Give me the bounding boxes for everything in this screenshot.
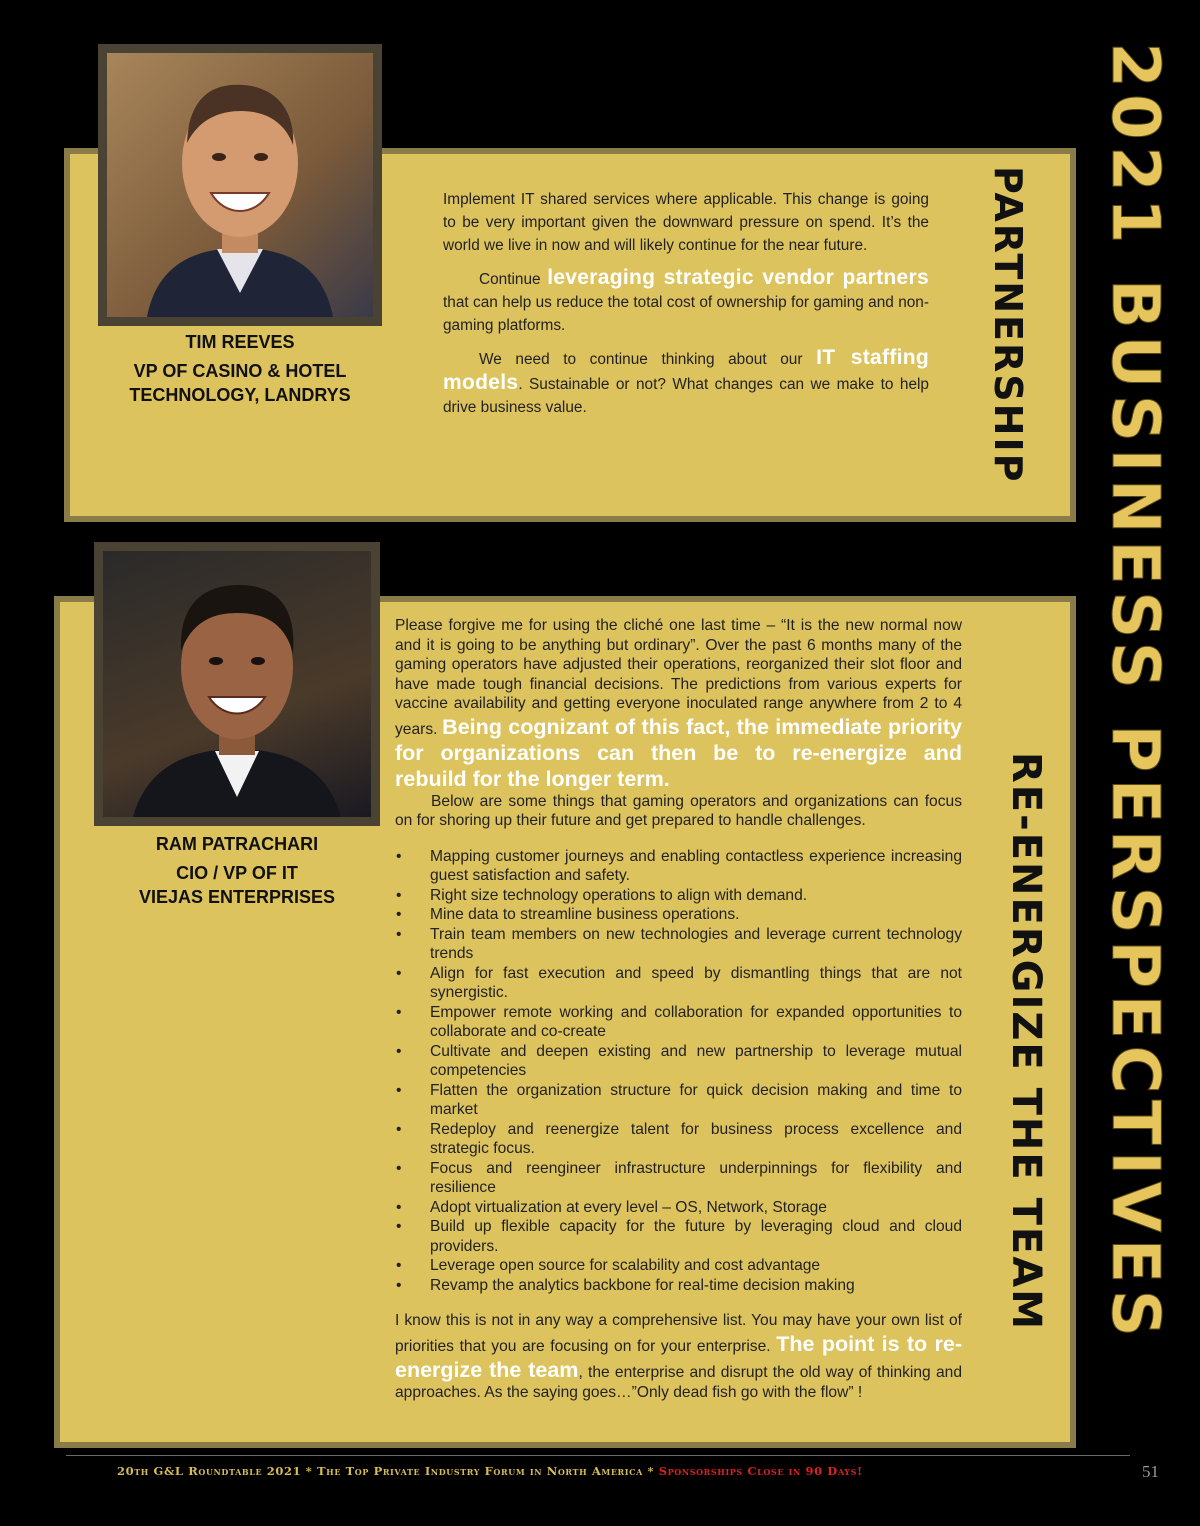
highlight-text: IT staffing models — [443, 346, 930, 394]
paragraph: Below are some things that gaming operators and organizations can focus on for shoring up their future and get prepared to handle challenges. — [395, 792, 962, 829]
paragraph: Implement IT shared services where applicable. This change is going to be very important given the downward pressure on spend. It’s the world we live in now and will likely continue for the near future. — [443, 191, 929, 254]
highlight-text: leveraging strategic vendor partners — [547, 266, 929, 289]
person-name: RAM PATRACHARI — [155, 834, 319, 854]
bullet-item: • Mapping customer journeys and enabling contactless experience increasing guest satisfaction and safety. — [395, 847, 962, 886]
page-number: 51 — [1142, 1462, 1159, 1481]
person-title-line-2: VIEJAS ENTERPRISES — [138, 887, 336, 907]
paragraph: I know this is not in any way a comprehensive list. You may have your own list of priorities that you are focusing on for your enterprise. The point is to re-energize the team, the enterprise and disrupt the old way of thinking and approaches. As the saying goes…”Only dead fish go with the flow” ! — [395, 1312, 962, 1401]
bullet-item: • Empower remote working and collaboration for expanded opportunities to collaborate and co-create — [395, 1003, 962, 1042]
bullet-list — [395, 847, 962, 1296]
portrait-image — [103, 551, 371, 817]
paragraph: We need to continue thinking about our IT staffing models. Sustainable or not? What changes can we make to help drive business value. — [443, 346, 930, 416]
highlight-text: The point is to re-energize the team — [395, 1331, 962, 1382]
bullet-item: • Right size technology operations to align with demand. — [395, 886, 962, 906]
section2-body — [395, 616, 962, 1402]
person-title-line-2: TECHNOLOGY, LANDRYS — [129, 385, 351, 405]
page-title: 2021 BUSINESS PERSPECTIVES — [1097, 42, 1174, 1344]
bullet-item: • Redeploy and reenergize talent for business process excellence and strategic focus. — [395, 1120, 962, 1159]
bullet-item: • Mine data to streamline business operations. — [395, 905, 962, 925]
person-name-block — [98, 330, 382, 407]
bullet-item: • Adopt virtualization at every level – OS, Network, Storage — [395, 1198, 962, 1218]
bullet-item: • Train team members on new technologies and leverage current technology trends — [395, 925, 962, 964]
footer-highlight: Sponsorships Close in 90 Days! — [658, 1464, 863, 1478]
section-heading-re-energize: RE-ENERGIZE THE TEAM — [1003, 752, 1049, 1332]
portrait-image — [107, 53, 373, 317]
person-name-block — [94, 832, 380, 909]
bullet-item: • Leverage open source for scalability and cost advantage — [395, 1256, 962, 1276]
tim-reeves-photo — [98, 44, 382, 326]
bullet-item: • Align for fast execution and speed by dismantling things that are not synergistic. — [395, 964, 962, 1003]
bullet-item: • Revamp the analytics backbone for real-time decision making — [395, 1276, 962, 1296]
highlight-text: Being cognizant of this fact, the immediate priority for organizations can then be to re-energize and rebuild for the longer term. — [395, 714, 963, 791]
bullet-item: • Cultivate and deepen existing and new partnership to leverage mutual competencies — [395, 1042, 962, 1081]
person-title-line-1: VP OF CASINO & HOTEL — [133, 361, 347, 381]
section-heading-partnership: PARTNERSHIP — [986, 166, 1030, 484]
person-name: TIM REEVES — [185, 332, 295, 352]
paragraph: Please forgive me for using the cliché one last time – “It is the new normal now and it is going to be anything but ordinary”. Over the past 6 months many of the gaming operators have adjusted their operations, reorganized their slot floor and have made tough financial decisions. The predictions from various experts for vaccine availability and getting everyone inoculated range anywhere from 2 to 4 years. Being cognizant of this fact, the immediate priority for organizations can then be to re-energize and rebuild for the longer term. — [395, 617, 963, 791]
bullet-item: • Focus and reengineer infrastructure underpinnings for flexibility and resilience — [395, 1159, 962, 1198]
footer-divider — [66, 1455, 1130, 1456]
section1-body — [443, 188, 929, 419]
bullet-item: • Flatten the organization structure for quick decision making and time to market — [395, 1081, 962, 1120]
bullet-item: • Build up flexible capacity for the future by leveraging cloud and cloud providers. — [395, 1217, 962, 1256]
paragraph: Continue leveraging strategic vendor partners that can help us reduce the total cost of ownership for gaming and non-gaming platforms. — [443, 266, 929, 334]
footer-text: 20th G&L Roundtable 2021 * The Top Private Industry Forum in North America * — [117, 1464, 659, 1478]
person-title-line-1: CIO / VP OF IT — [176, 863, 298, 883]
ram-patrachari-photo — [94, 542, 380, 826]
